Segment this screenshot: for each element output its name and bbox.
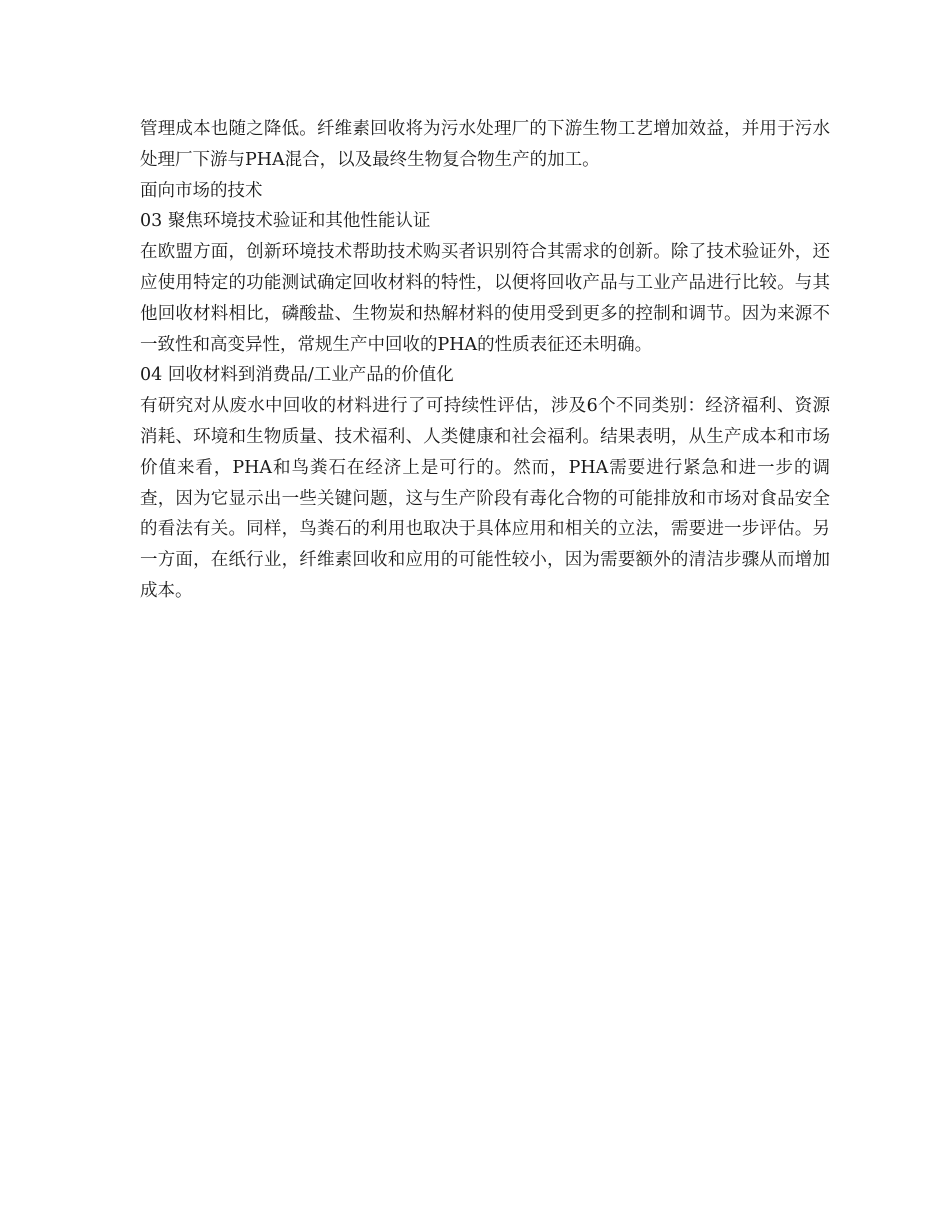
heading-market-oriented-technology: 面向市场的技术 — [140, 180, 263, 201]
paragraph-cellulose-recovery: 管理成本也随之降低。纤维素回收将为污水处理厂的下游生物工艺增加效益，并用于污水处理厂下游与PHA混合，以及最终生物复合物生产的加工。 — [140, 119, 830, 170]
heading-section-04: 04 回收材料到消费品/工业产品的价值化 — [140, 365, 454, 386]
heading-section-03: 03 聚焦环境技术验证和其他性能认证 — [140, 211, 431, 232]
paragraph-eu-technology-verification: 在欧盟方面，创新环境技术帮助技术购买者识别符合其需求的创新。除了技术验证外，还应使用特定的功能测试确定回收材料的特性，以便将回收产品与工业产品进行比较。与其他回收材料相比，磷酸盐、生物炭和热解材料的使用受到更多的控制和调节。因为来源不一致性和高变异性，常规生产中回收的PHA的性质表征还未明确。 — [140, 242, 830, 355]
paragraph-sustainability-assessment: 有研究对从废水中回收的材料进行了可持续性评估，涉及6个不同类别：经济福利、资源消耗、环境和生物质量、技术福利、人类健康和社会福利。结果表明，从生产成本和市场价值来看，PHA和鸟粪石在经济上是可行的。然而，PHA需要进行紧急和进一步的调查，因为它显示出一些关键问题，这与生产阶段有毒化合物的可能排放和市场对食品安全的看法有关。同样，鸟粪石的利用也取决于具体应用和相关的立法，需要进一步评估。另一方面，在纸行业，纤维素回收和应用的可能性较小，因为需要额外的清洁步骤从而增加成本。 — [140, 396, 830, 601]
document-body — [140, 114, 830, 607]
